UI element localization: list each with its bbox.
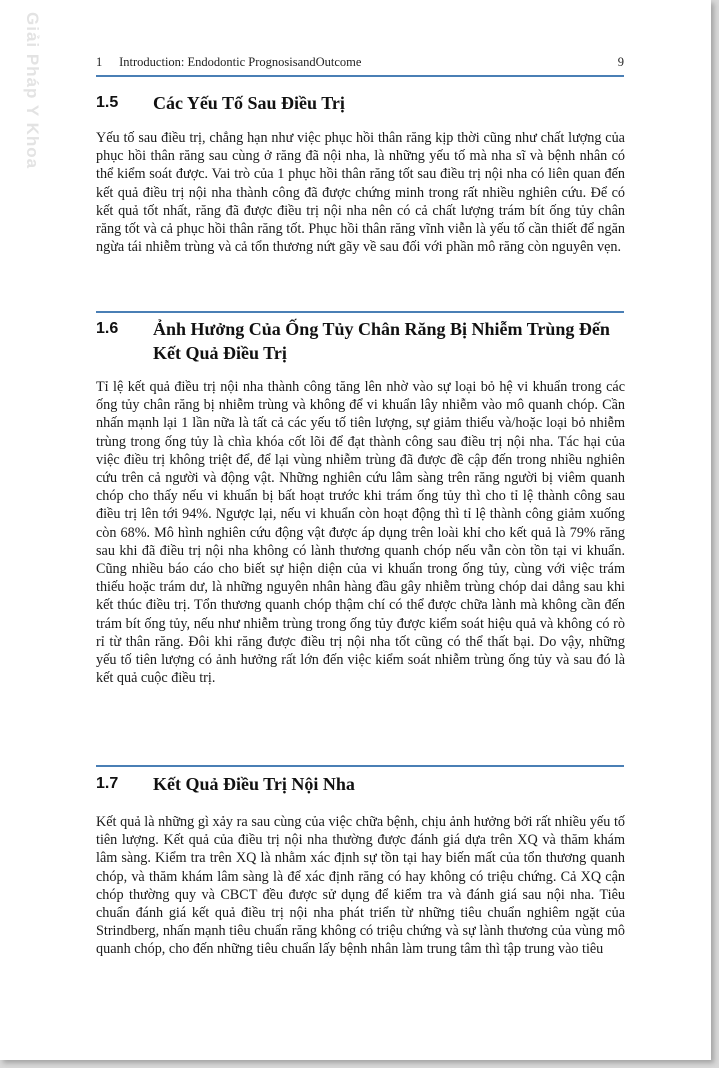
chapter-title: Introduction: Endodontic PrognosisandOutcome — [119, 55, 362, 69]
section-number: 1.6 — [96, 320, 119, 337]
section-body: Tỉ lệ kết quả điều trị nội nha thành công tăng lên nhờ vào sự loại bỏ hệ vi khuẩn trong các ống tủy chân răng bị nhiễm trùng và không để vi khuẩn lây nhiễm vào mô quanh chóp. Cần nhấn mạnh lại 1 lần nữa là tất cả các yếu tố tiên lượng, sự giảm thiểu và/hoặc loại bỏ nhiễm trùng trong ống tủy là chìa khóa cốt lõi để đạt thành công sau điều trị nội nha. Tác hại của việc điều trị không triệt để, để lại vùng nhiễm trùng đã được đề cập đến trong nhiều nghiên cứu trên cả người và động vật. Những nghiên cứu lâm sàng trên răng người bị viêm quanh chóp cho thấy nếu vi khuẩn bị bất hoạt trước khi trám ống tủy thì cho tỉ lệ thành công sau điều trị lên tới 94%. Ngược lại, nếu vi khuẩn còn hoạt động thì tỉ lệ thành công giảm xuống còn 68%. Mô hình nghiên cứu động vật được áp dụng trên loài khỉ cho kết quả là 79% răng sau khi đã điều trị nội nha không có lành thương quanh chóp nếu vẫn còn tồn tại vi khuẩn. Cũng nhiều báo cáo cho biết sự hiện diện của vi khuẩn trong ống tủy, cùng với việc trám thiếu hoặc trám dư, là những nguyên nhân hàng đầu gây nhiễm trùng chóp dai dẳng sau khi kết thúc điều trị. Tổn thương quanh chóp thậm chí có thể được chữa lành mà không cần đến trám bít ống tủy, nếu như nhiễm trùng trong ống tủy được kiểm soát hiệu quả và không có rò rỉ từ thân răng. Đôi khi răng được điều trị nội nha tốt cũng có thể thất bại. Do vậy, những yếu tố tiên lượng có ảnh hưởng rất lớn đến việc kiểm soát nhiễm trùng ống tủy và sau đó là kết quả cuộc điều trị. — [96, 379, 625, 687]
section-body: Kết quả là những gì xảy ra sau cùng của việc chữa bệnh, chịu ảnh hưởng bởi rất nhiều yếu tố tiên lượng. Kết quả của điều trị nội nha thường được đánh giá dựa trên XQ và thăm khám lâm sàng. Kiểm tra trên XQ là nhằm xác định sự tồn tại hay biến mất của tổn thương quanh chóp, và thăm khám lâm sàng là để xác định răng có hay không có triệu chứng. Cả XQ cận chóp thường quy và CBCT đều được sử dụng để kiểm tra và đánh giá sau nội nha. Tiêu chuẩn đánh giá kết quả điều trị nội nha phát triển từ những tiêu chuẩn nghiêm ngặt của Strindberg, nhấn mạnh tiêu chuẩn răng không có triệu chứng và sự lành thương của vùng mô quanh chóp, cho đến những tiêu chuẩn lấy bệnh nhân làm trung tâm thì tập trung vào tiêu — [96, 814, 625, 958]
header-divider — [96, 75, 624, 77]
section-title: Ảnh Hưởng Của Ống Tủy Chân Răng Bị Nhiễm Trùng Đến Kết Quả Điều Trị — [153, 319, 610, 363]
section-heading — [96, 317, 636, 365]
chapter-number: 1 — [96, 55, 103, 69]
section-heading — [96, 772, 636, 796]
page-number: 9 — [617, 55, 624, 69]
section-number: 1.5 — [96, 94, 119, 111]
section-number: 1.7 — [96, 775, 119, 792]
section-heading — [96, 91, 636, 115]
section-body: Yếu tố sau điều trị, chẳng hạn như việc phục hồi thân răng kịp thời cũng như chất lượng của phục hồi thân răng sau cùng ở răng đã nội nha, là những yếu tố mà nha sĩ và bệnh nhân có thể kiểm soát được. Vai trò của 1 phục hồi thân răng tốt sau điều trị nội nha có liên quan đến kết quả điều trị nội nha thành công đã được chứng minh trong rất nhiều nghiên cứu. Để có kết quả tốt nhất, răng đã được điều trị nội nha nên có cả chất lượng trám bít ống tủy chân răng tốt và cả phục hồi thân răng tốt. Phục hồi thân răng vĩnh viễn là yếu tố cần thiết để ngăn ngừa tái nhiễm trùng và cả tổn thương nứt gãy về sau đối với phần mô răng còn nguyên vẹn. — [96, 130, 625, 256]
section-title: Kết Quả Điều Trị Nội Nha — [153, 774, 355, 794]
section-divider — [96, 765, 624, 767]
section-title: Các Yếu Tố Sau Điều Trị — [153, 93, 345, 113]
watermark: Giải Pháp Y Khoa — [23, 12, 42, 170]
section-divider — [96, 311, 624, 313]
running-head — [96, 55, 624, 70]
